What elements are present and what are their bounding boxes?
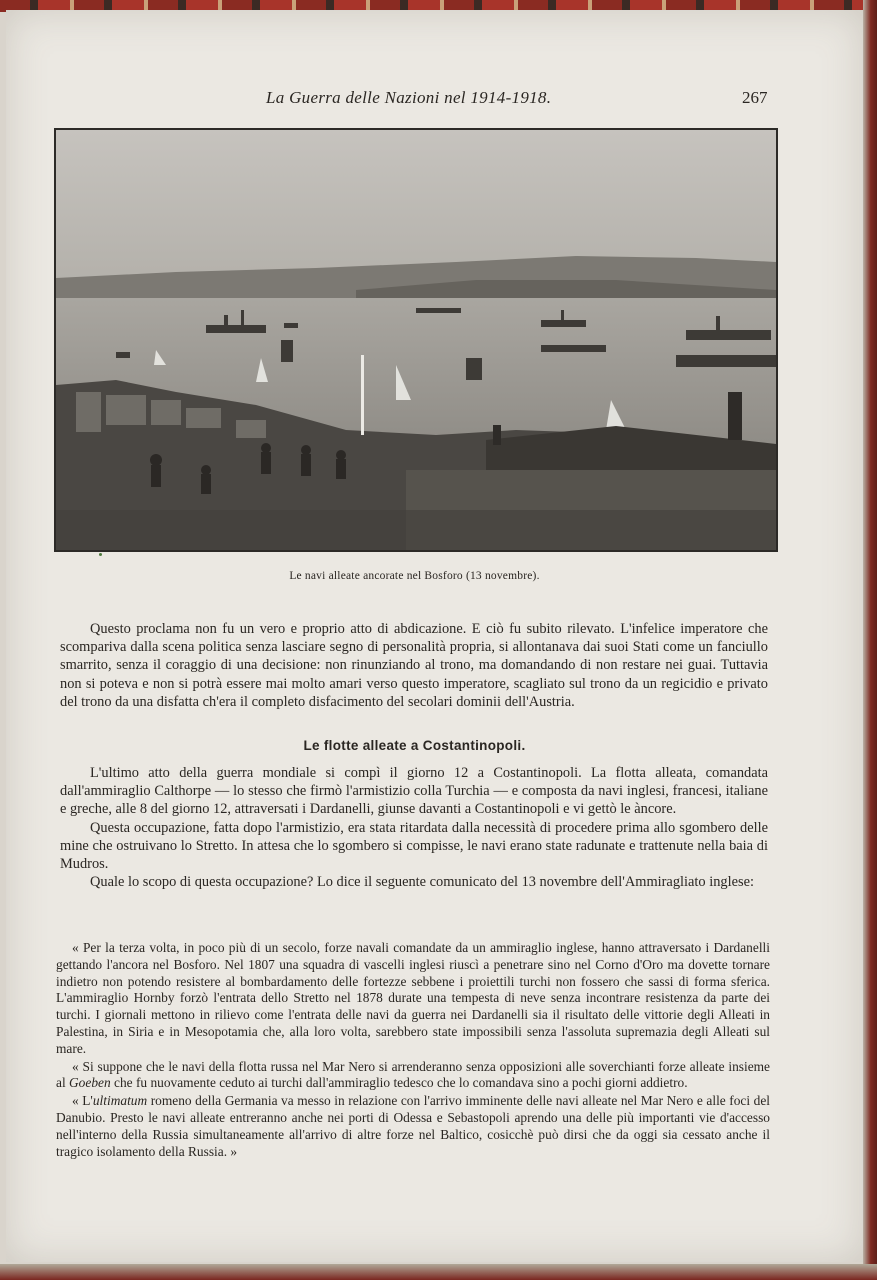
quote-p3-before: « L' [72, 1093, 93, 1109]
book-binding-right [863, 0, 877, 1280]
photo-illustration [56, 130, 776, 550]
quote-ultimatum-word: ultimatum [92, 1093, 148, 1109]
section-paragraph-1: L'ultimo atto della guerra mondiale si compì il giorno 12 a Costantinopoli. La flotta alleata, comandata dall'ammiraglio Calthorpe — lo stesso che firmò l'armistizio colla Turchia — e composta da navi inglesi, francesi, italiane e greche, alle 8 del giorno 12, attraversati i Dardanelli, giunse davanti a Costantinopoli e vi gettò le àncore. [60, 765, 768, 818]
section-paragraph-2: Questa occupazione, fatta dopo l'armistizio, era stata ritardata dalla necessità di procedere prima allo sgombero delle mine che ostruivano lo Stretto. In attesa che lo sgombero si compisse, le navi erano state radunate e trattenute nella baia di Mudros. [60, 819, 768, 873]
quote-p2-after: che fu nuovamente ceduto ai turchi dall'ammiraglio tedesco che lo comandava sino a pochi giorni addietro. [110, 1075, 688, 1091]
quote-paragraph-3 [56, 1093, 770, 1160]
book-page [6, 10, 863, 1262]
quote-paragraph-1: « Per la terza volta, in poco più di un secolo, forze navali comandate da un ammiraglio inglese, hanno attraversato i Dardanelli gettando l'ancora nel Bosforo. Nel 1807 una squadra di vascelli inglesi riuscì a penetrare sino nel Corno d'Oro ma dovette tornare indietro non potendo resistere al bombardamento delle fortezze sebbene i proiettili turchi non fossero che sassi di forma sferica. L'ammiraglio Hornby forzò l'entrata dello Stretto nel 1878 durate una tempesta di neve senza incontrare resistenza da parte dei turchi. I giornali mettono in rilievo come l'entrata delle navi da guerra nei Dardanelli sia il risultato delle vittorie degli Alleati in Palestina, in Siria e in Mesopotamia che, alla loro volta, sarebbero state impossibili senza l'assoluta supremazia degli Alleati sul mare. [56, 940, 770, 1056]
quote-ship-name: Goeben [69, 1075, 111, 1091]
bosphorus-photograph [54, 128, 778, 552]
quote-p3-after: romeno della Germania va messo in relazione con l'arrivo imminente delle navi alleate nel Mar Nero e alle foci del Danubio. Presto le navi alleate entreranno anche nei porti di Odessa e Sebastopoli aprendo una delle più importanti vie d'accesso nell'interno della Russia simultaneamente all'arrivo di altre forze nel Baltico, cosicchè può dirsi che da oggi sia cessato anche il tragico isolamento della Russia. » [56, 1093, 771, 1159]
section-paragraph-3: Quale lo scopo di questa occupazione? Lo dice il seguente comunicato del 13 novembre dell'Ammiragliato inglese: [90, 874, 754, 891]
intro-text [60, 620, 768, 711]
quote-paragraph-2 [56, 1059, 770, 1093]
book-binding-bottom [0, 1264, 877, 1280]
page-number: 267 [742, 88, 768, 107]
section-heading: Le flotte alleate a Costantinopoli. [303, 738, 526, 753]
section-text [60, 764, 768, 891]
quote-p2-before: « Si suppone che le navi della flotta russa nel Mar Nero si arrenderanno senza opposizioni alle soverchianti forze alleate insieme al [56, 1058, 770, 1091]
intro-paragraph: Questo proclama non fu un vero e proprio atto di abdicazione. E ciò fu subito rilevato. L'infelice imperatore che scompariva dalla scena politica senza lasciare segno di personalità propria, si allontanava dai suoi Stati come un fanciullo smarrito, senza il coraggio di una decisione: non rinunziando al trono, ma domandando di non restare nei guai. Tuttavia non si poteva e non si potrà essere mai molto amari verso questo imperatore, scagliato sul trono da un regicidio e privato del trono da una disfatta ch'era il completo disfacimento del secolari dominii dell'Austria. [60, 621, 768, 710]
admiralty-communique [56, 940, 770, 1161]
figure-caption: Le navi alleate ancorate nel Bosforo (13 novembre). [289, 570, 540, 582]
ink-speck [99, 553, 102, 556]
page-header [6, 88, 863, 114]
running-title: La Guerra delle Nazioni nel 1914-1918. [266, 88, 552, 107]
